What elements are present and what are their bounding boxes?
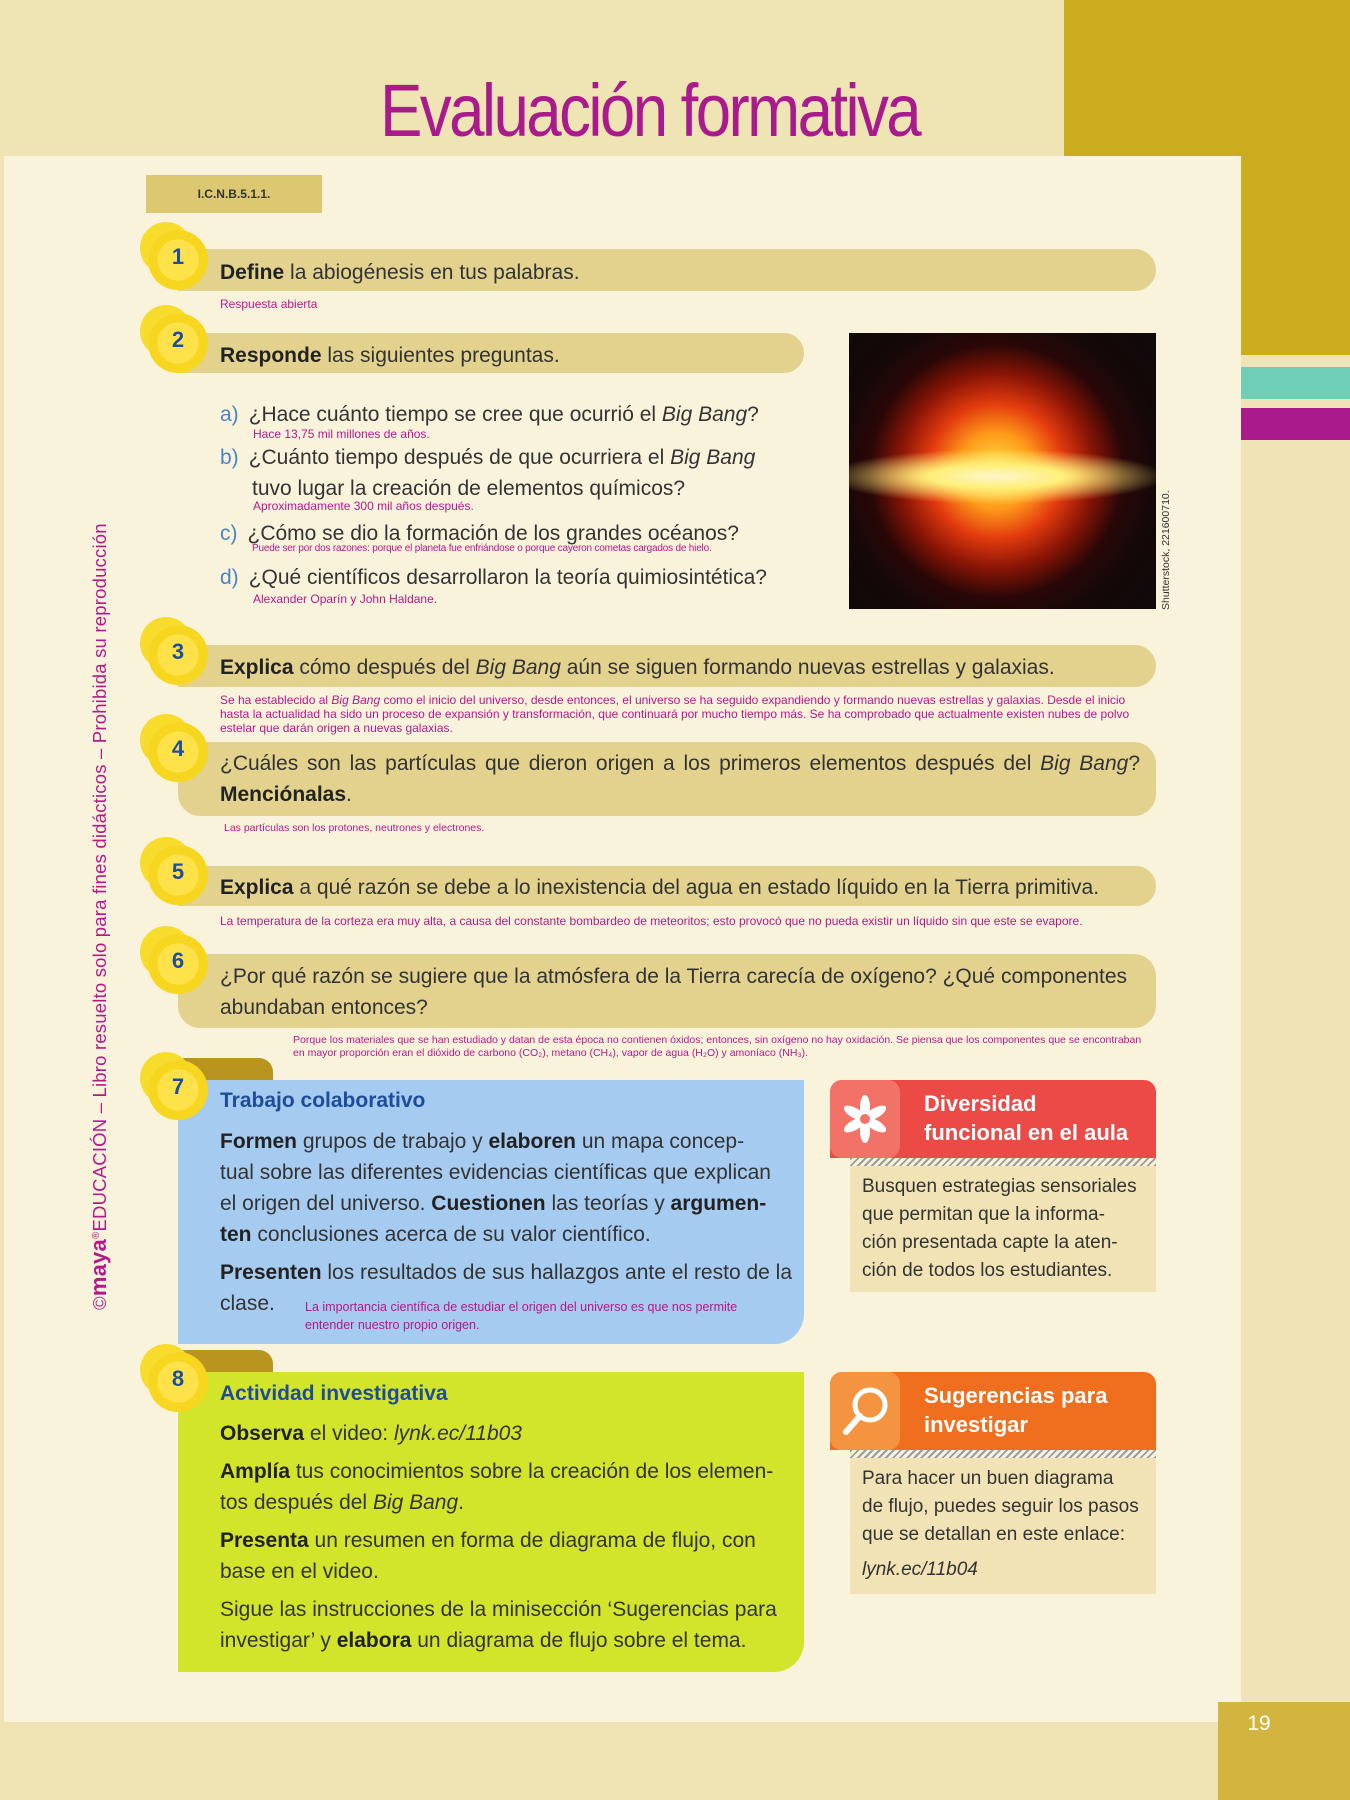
suggestions-link[interactable]: lynk.ec/11b04 (862, 1559, 978, 1580)
q6-question: ¿Por qué razón se sugiere que la atmósfera de la Tierra carecía de oxígeno? ¿Qué componentes (220, 965, 1128, 988)
q2a-answer: Hace 13,75 mil millones de años. (253, 427, 430, 441)
copyright-symbol: © (89, 1296, 110, 1310)
q1-question: Define la abiogénesis en tus palabras. (220, 261, 580, 284)
research-activity-title: Actividad investigativa (220, 1382, 448, 1405)
suggestions-line-1: Para hacer un buen diagrama (862, 1468, 1114, 1489)
q4-question-line2: Menciónalas. (220, 783, 352, 806)
video-link[interactable]: lynk.ec/11b03 (393, 1422, 522, 1445)
q6-question-line2: abundaban entonces? (220, 996, 428, 1019)
q7-answer: La importancia científica de estudiar el origen del universo es que nos permite entender nuestro propio origen. (305, 1300, 738, 1332)
suggestions-line-3: que se detallan en este enlace: (862, 1524, 1126, 1545)
collaborative-work-title: Trabajo colaborativo (220, 1089, 426, 1112)
q4-question: ¿Cuáles son las partículas que dieron origen a los primeros elementos después del Big Bang? (220, 752, 1140, 775)
bottom-band (0, 1722, 1350, 1800)
q8-presenta-line2: base en el video. (220, 1560, 379, 1583)
q8-presenta: Presenta un resumen en forma de diagrama de flujo, con (220, 1529, 756, 1552)
q2d-answer: Alexander Oparín y John Haldane. (253, 592, 438, 606)
q2-question: Responde las siguientes preguntas. (220, 344, 560, 367)
magnifier-icon (830, 1372, 900, 1450)
q7-line1: Formen grupos de trabajo y elaboren un mapa concep- (220, 1130, 745, 1153)
q8-number-badge: 8 (148, 1352, 208, 1412)
q8-sigue-line2: investigar’ y elabora un diagrama de flujo sobre el tema. (220, 1629, 747, 1652)
suggestions-icon-box (830, 1372, 900, 1450)
q4-number-badge: 4 (148, 722, 208, 782)
q3-question: Explica cómo después del Big Bang aún se siguen formando nuevas estrellas y galaxias. (220, 656, 1055, 679)
suggestions-title-1: Sugerencias para (924, 1383, 1108, 1408)
q2a-question: a) ¿Hace cuánto tiempo se cree que ocurrió el Big Bang? (220, 403, 759, 426)
q4-answer: Las partículas son los protones, neutrones y electrones. (224, 822, 485, 834)
q7-number-badge: 7 (148, 1060, 208, 1120)
q8-amplia: Amplía tus conocimientos sobre la creación de los elemen- (220, 1460, 774, 1483)
diversity-line-2: que permitan que la informa- (862, 1204, 1105, 1225)
diversity-line-1: Busquen estrategias sensoriales (862, 1176, 1137, 1197)
q6-number-badge: 6 (148, 934, 208, 994)
q2b-question-line2: tuvo lugar la creación de elementos químicos? (252, 477, 686, 500)
q1-number-badge: 1 (148, 230, 208, 290)
q2-number-badge: 2 (148, 313, 208, 373)
diversity-title-1: Diversidad (924, 1091, 1037, 1116)
q2d-question: d) ¿Qué científicos desarrollaron la teoría quimiosintética? (220, 566, 767, 589)
big-bang-image (849, 333, 1156, 609)
q8-observa: Observa el video: lynk.ec/11b03 (220, 1422, 522, 1445)
q8-sigue: Sigue las instrucciones de la minisección ‘Sugerencias para (220, 1598, 777, 1621)
q7-line2: tual sobre las diferentes evidencias científicas que explican (220, 1161, 771, 1184)
q7-line5: Presenten los resultados de sus hallazgos ante el resto de la (220, 1261, 792, 1284)
q6-answer: Porque los materiales que se han estudiado y datan de esta época no contienen óxidos; entonces, sin oxígeno no hay oxidación. Se piensa que los componentes que se encontraban en mayor proporción eran el dióxido de carbono (CO₂), metano (CH₄), vapor de agua (H₂O) y amoníaco (NH₃). (293, 1034, 1142, 1059)
brand-logo: maya (86, 1239, 111, 1297)
image-credit: Shutterstock, 221600710. (1160, 490, 1172, 610)
q3-number-badge: 3 (148, 625, 208, 685)
q2c-question: c) ¿Cómo se dio la formación de los grandes océanos? (220, 522, 739, 545)
q1-answer: Respuesta abierta (220, 297, 318, 311)
q5-answer: La temperatura de la corteza era muy alta, a causa del constante bombardeo de meteoritos; esto provocó que no pueda existir un líquido sin que este se evapore. (220, 914, 1083, 928)
q8-amplia-line2: tos después del Big Bang. (220, 1491, 465, 1514)
q7-line3: el origen del universo. Cuestionen las teorías y argumen- (220, 1192, 767, 1215)
curriculum-code: I.C.N.B.5.1.1. (146, 175, 322, 213)
q7-line6: clase. (220, 1292, 275, 1315)
diversity-icon-box (830, 1080, 900, 1158)
registered-mark: ® (90, 1231, 102, 1240)
asterisk-icon (830, 1080, 900, 1158)
diversity-line-3: ción presentada capte la aten- (862, 1232, 1118, 1253)
right-margin (1240, 355, 1350, 1780)
page-number: 19 (1247, 1712, 1271, 1735)
q2c-answer: Puede ser por dos razones: porque el planeta fue enfriándose o porque cayeron cometas cargados de hielo. (252, 543, 712, 554)
q3-answer: Se ha establecido al Big Bang como el inicio del universo, desde entonces, el universo se ha seguido expandiendo y formando nuevas estrellas y galaxias. Desde el inicio hasta la actualidad ha sido un proceso de expansión y transformación, que continuará por mucho tiempo más. Se ha comprobado que actualmente existen nubes de polvo estelar que darán origen a nuevas galaxias. (220, 693, 1130, 735)
diversity-line-4: ción de todos los estudiantes. (862, 1260, 1113, 1281)
q2b-question: b) ¿Cuánto tiempo después de que ocurriera el Big Bang (220, 446, 756, 469)
copyright-text: EDUCACIÓN – Libro resuelto solo para fines didácticos – Prohibida su reproducción (89, 523, 110, 1232)
q2b-answer: Aproximadamente 300 mil años después. (253, 499, 474, 513)
page-title: Evaluación formativa (380, 69, 920, 152)
diversity-hatch (850, 1158, 1156, 1166)
q7-line4: ten conclusiones acerca de su valor científico. (220, 1223, 651, 1246)
vertical-copyright (86, 523, 112, 1310)
suggestions-line-2: de flujo, puedes seguir los pasos (862, 1496, 1139, 1517)
suggestions-title-2: investigar (924, 1412, 1028, 1437)
teal-stripe (1240, 367, 1350, 399)
q5-number-badge: 5 (148, 845, 208, 905)
magenta-stripe (1240, 408, 1350, 440)
diversity-title-2: funcional en el aula (924, 1120, 1129, 1145)
suggestions-hatch (850, 1450, 1156, 1458)
q5-question: Explica a qué razón se debe a lo inexistencia del agua en estado líquido en la Tierra primitiva. (220, 876, 1100, 899)
